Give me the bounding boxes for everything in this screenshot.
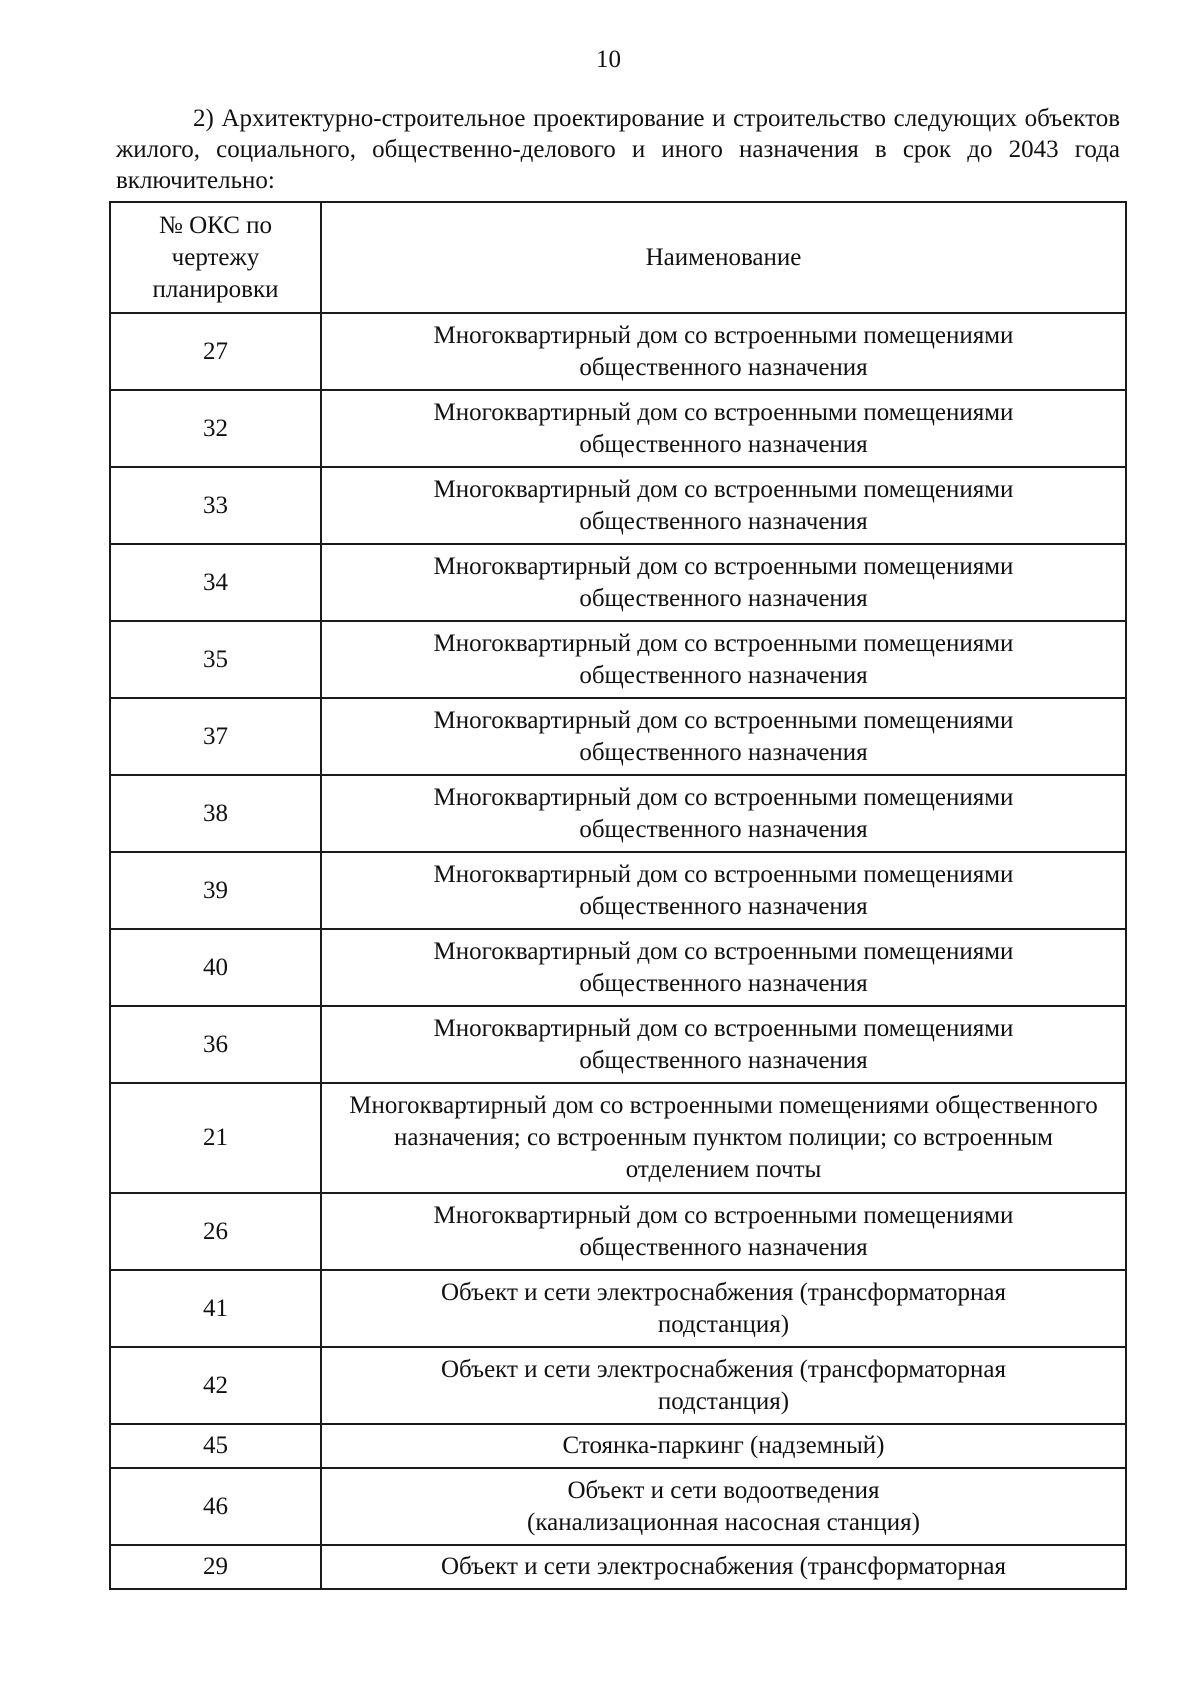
row-number: 38	[110, 775, 321, 852]
row-number: 41	[110, 1270, 321, 1347]
row-number: 37	[110, 698, 321, 775]
row-name: Объект и сети электроснабжения (трансформаторная подстанция)	[321, 1347, 1126, 1424]
table-row	[110, 1006, 1126, 1083]
row-name: Многоквартирный дом со встроенными помещениями общественного назначения	[321, 544, 1126, 621]
row-number: 35	[110, 621, 321, 698]
table-row	[110, 1468, 1126, 1545]
table-row	[110, 1424, 1126, 1468]
header-number: № ОКС по чертежу планировки	[110, 202, 321, 313]
table-row	[110, 1083, 1126, 1193]
row-number: 27	[110, 313, 321, 390]
row-name: Многоквартирный дом со встроенными помещениями общественного назначения	[321, 852, 1126, 929]
page-number: 10	[596, 46, 621, 73]
table-row	[110, 852, 1126, 929]
table-row	[110, 1270, 1126, 1347]
objects-table	[109, 201, 1127, 1590]
row-name: Многоквартирный дом со встроенными помещениями общественного назначения	[321, 467, 1126, 544]
row-name: Объект и сети электроснабжения (трансформаторная	[321, 1545, 1126, 1589]
row-name: Объект и сети электроснабжения (трансформаторная подстанция)	[321, 1270, 1126, 1347]
table-row	[110, 775, 1126, 852]
row-name: Многоквартирный дом со встроенными помещениями общественного назначения	[321, 775, 1126, 852]
row-name: Многоквартирный дом со встроенными помещениями общественного назначения	[321, 313, 1126, 390]
row-number: 46	[110, 1468, 321, 1545]
row-name: Многоквартирный дом со встроенными помещениями общественного назначения	[321, 1193, 1126, 1270]
row-name: Многоквартирный дом со встроенными помещениями общественного назначения	[321, 621, 1126, 698]
table-row	[110, 467, 1126, 544]
row-number: 33	[110, 467, 321, 544]
table-row	[110, 313, 1126, 390]
table-row	[110, 1347, 1126, 1424]
row-number: 39	[110, 852, 321, 929]
intro-paragraph: 2) Архитектурно-строительное проектирование и строительство следующих объектов жилого, социального, общественно-делового и иного назначения в срок до 2043 года включительно:	[116, 105, 1120, 194]
row-name: Многоквартирный дом со встроенными помещениями общественного назначения	[321, 698, 1126, 775]
row-name: Многоквартирный дом со встроенными помещениями общественного назначения; со встроенным пунктом полиции; со встроенным отделением почты	[321, 1083, 1126, 1193]
row-number: 21	[110, 1083, 321, 1193]
row-number: 36	[110, 1006, 321, 1083]
table-row	[110, 1193, 1126, 1270]
row-name: Многоквартирный дом со встроенными помещениями общественного назначения	[321, 390, 1126, 467]
row-number: 32	[110, 390, 321, 467]
row-number: 29	[110, 1545, 321, 1589]
header-name: Наименование	[321, 202, 1126, 313]
row-number: 26	[110, 1193, 321, 1270]
row-name: Стоянка-паркинг (надземный)	[321, 1424, 1126, 1468]
table-row	[110, 621, 1126, 698]
table-row	[110, 544, 1126, 621]
row-number: 42	[110, 1347, 321, 1424]
row-name: Многоквартирный дом со встроенными помещениями общественного назначения	[321, 929, 1126, 1006]
table-row	[110, 390, 1126, 467]
table-row	[110, 929, 1126, 1006]
row-name: Объект и сети водоотведения (канализационная насосная станция)	[321, 1468, 1126, 1545]
table-row	[110, 1545, 1126, 1589]
table-header-row	[110, 202, 1126, 313]
row-number: 34	[110, 544, 321, 621]
row-name: Многоквартирный дом со встроенными помещениями общественного назначения	[321, 1006, 1126, 1083]
row-number: 40	[110, 929, 321, 1006]
row-number: 45	[110, 1424, 321, 1468]
table-row	[110, 698, 1126, 775]
